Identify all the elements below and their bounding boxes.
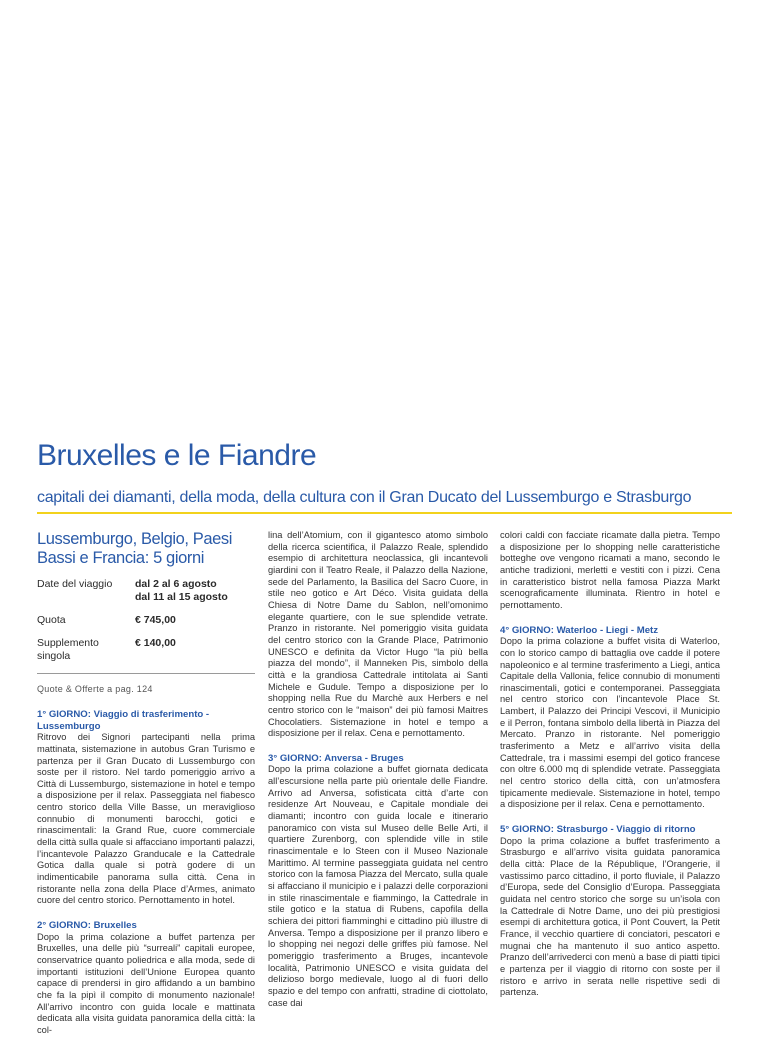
dates-label: Date del viaggio	[37, 578, 113, 590]
day-2	[37, 920, 255, 1037]
info-divider	[37, 673, 255, 674]
column-3	[500, 530, 720, 1012]
column-2	[268, 530, 488, 1022]
day-text: Dopo la prima colazione a buffet giornata dedicata all’escursione nella parte più orientale delle Fiandre. Arrivo ad Anversa, sofisticata città d’arte con residenze Art Nouveau, e Capitale mondiale dei diamanti; incontro con guida locale e itinerario panoramico con vista sul Museo delle Belle Arti, il quartiere Zurenborg, con splendide ville in stile rinascimentale e lo Steen con il Museo Nazionale Marittimo. Al termine passeggiata guidata nel centro storico con la famosa Piazza del Mercato, sulla quale si affacciano il municipio e i palazzi delle corporazioni in stile rinascimentale e fiammingo, la Cattedrale in stile gotico e la statua di Rubens, capofila della schiera dei pittori fiamminghi e cittadino più illustre di Anversa. Tempo a disposizione per il pranzo libero e lo shopping nei negozi delle griffes più famose. Nel pomeriggio trasferimento a Bruges, incantevole località, Patrimonio UNESCO e visita guidata del delizioso borgo medievale, luogo al di fuori dello spazio e del tempo con anfratti, stradine di ciottolato, case dai	[268, 764, 488, 1008]
supplement-label: Supplemento singola	[37, 637, 99, 662]
day-text: Ritrovo dei Signori partecipanti nella prima mattinata, sistemazione in autobus Gran Turismo e partenza per il Gran Ducato di Lussemburgo con soste per il ristoro. Nel tardo pomeriggio arrivo a Città di Lussemburgo, sistemazione in hotel e tempo a disposizione per il relax. Passeggiata nel fiabesco centro storico della Ville Basse, un meraviglioso connubio di monumenti barocchi, gotici e rinascimentali: la Grand Rue, cuore commerciale della città sulla quale si affacciano importanti palazzi, l’incantevole Palazzo Granducale e la Cattedrale Gotica dalla quale si potrà godere di un indimenticabile panorama sulla città. Cena in ristorante nella zona della Place d’Armes, animato cuore del centro storico. Pernottamento in hotel.	[37, 732, 255, 906]
dates-value	[135, 578, 228, 604]
day-text-continued: colori caldi con facciate ricamate dalla pietra. Tempo a disposizione per lo shopping nelle caratteristiche botteghe ove vengono ricamati a mano, secondo le antiche tradizioni, merletti e vestiti con i pizzi. Cena in caratteristico bistrot nella famosa Piazza Markt scenograficamente illuminata. Rientro in hotel e pernottamento.	[500, 530, 720, 610]
trip-title: Lussemburgo, Belgio, Paesi Bassi e Francia: 5 giorni	[37, 530, 233, 567]
day-text: Dopo la prima colazione a buffet visita di Waterloo, con lo storico campo di battaglia ove cadde il potere napoleonico e al termine trasferimento a Liegi, antica Capitale della Vallonia, felice connubio di monumenti rinascimentali, gotici e contemporanei. Passeggiata nel centro storico con l’incantevole Place St. Lambert, il Palazzo dei Principi Vescovi, il Municipio e il Perron, fontana simbolo della libertà in Piazza del Mercato. Pranzo in ristorante. Nel pomeriggio trasferimento a Metz e all’arrivo visita della Cattedrale, tra i massimi esempi del gotico francese con oltre 6.000 mq di splendide vetrate. Passeggiata nel centro storico della città, con un’atmosfera tipicamente medievale. Sistemazione in hotel, tempo a disposizione per il relax. Cena e pernottamento.	[500, 636, 720, 810]
day-5	[500, 824, 720, 999]
day-title: 5° GIORNO: Strasburgo - Viaggio di ritorno	[500, 824, 696, 836]
price-value: € 745,00	[135, 614, 176, 626]
day-text: Dopo la prima colazione a buffet trasferimento a Strasburgo e all’arrivo visita guidata panoramica della città: Place de la République, l’Orangerie, il vastissimo parco cittadino, il porto fluviale, il Palazzo d’Europa, sede del Consiglio d’Europa. Passeggiata guidata nel centro storico che sorge su un’isola con la Cattedrale di Notre Dame, uno dei più prestigiosi esempi di architettura gotica, il Pont Couvert, la Petit France, il vecchio quartiere di conciatori, pescatori e mugnai che ha mantenuto il suo antico aspetto. Pranzo dell’arrivederci con menù a base di piatti tipici e partenza per il viaggio di ritorno con soste per il ristoro e arrivo in serata nelle rispettive sedi di partenza.	[500, 835, 720, 998]
price-row	[37, 614, 255, 627]
page-title: Bruxelles e le Fiandre	[37, 439, 317, 472]
date-2: dal 11 al 15 agosto	[135, 591, 228, 603]
quote-reference: Quote & Offerte a pag. 124	[37, 684, 153, 694]
title-divider	[37, 512, 732, 514]
day-3	[268, 753, 488, 1009]
day-title: 1° GIORNO: Viaggio di trasferimento - Lussemburgo	[37, 709, 210, 732]
price-label: Quota	[37, 614, 66, 626]
supplement-value: € 140,00	[135, 637, 176, 649]
day-title: 2° GIORNO: Bruxelles	[37, 920, 137, 932]
page-subtitle: capitali dei diamanti, della moda, della cultura con il Gran Ducato del Lussemburgo e Strasburgo	[37, 489, 692, 506]
day-title: 3° GIORNO: Anversa - Bruges	[268, 752, 404, 764]
day-4	[500, 625, 720, 811]
day-text: Dopo la prima colazione a buffet partenza per Bruxelles, una delle più “surreali” capitali europee, conservatrice quanto poliedrica e alla moda, sede di importanti istituzioni dell’Unione Europea quanto capace di prendersi in giro affidando a un bambino che fa la pipì il compito di monumento nazionale! All’arrivo incontro con guida locale e mattinata dedicata alla visita guidata panoramica della città: la col-	[37, 931, 255, 1035]
day-title: 4° GIORNO: Waterloo - Liegi - Metz	[500, 624, 659, 636]
dates-row	[37, 578, 255, 604]
column-1	[37, 530, 255, 1050]
day-text-continued: lina dell’Atomium, con il gigantesco atomo simbolo della ricerca scientifica, il Palazzo Reale, splendido esempio di architettura neoclassica, gli incantevoli giardini con il Teatro Reale, il Palazzo della Nazione, sede del Parlamento, la Basilica del Sacro Cuore, in stile neo gotico e Art Déco. Visita guidata della Chiesa di Notre Dame du Sablon, nell’omonimo elegante quartiere, con le sue splendide vetrate. Pranzo in ristorante. Nel pomeriggio visita guidata del centro storico con la Grande Place, Patrimonio UNESCO e definita da Victor Hugo “la più bella piazza del mondo”, il Manneken Pis, simbolo della città e la grandiosa Cattedrale intitolata ai Santi Michele e Gudule. Tempo a disposizione per lo shopping nella Rue du Marchè aux Herbers e nel centro storico con le “maison” dei più famosi Maitres Chocolatiers. Sistemazione in hotel e tempo a disposizione per il relax. Cena e pernottamento.	[268, 530, 488, 739]
day-1	[37, 709, 255, 907]
supplement-row	[37, 637, 255, 663]
date-1: dal 2 al 6 agosto	[135, 578, 217, 590]
